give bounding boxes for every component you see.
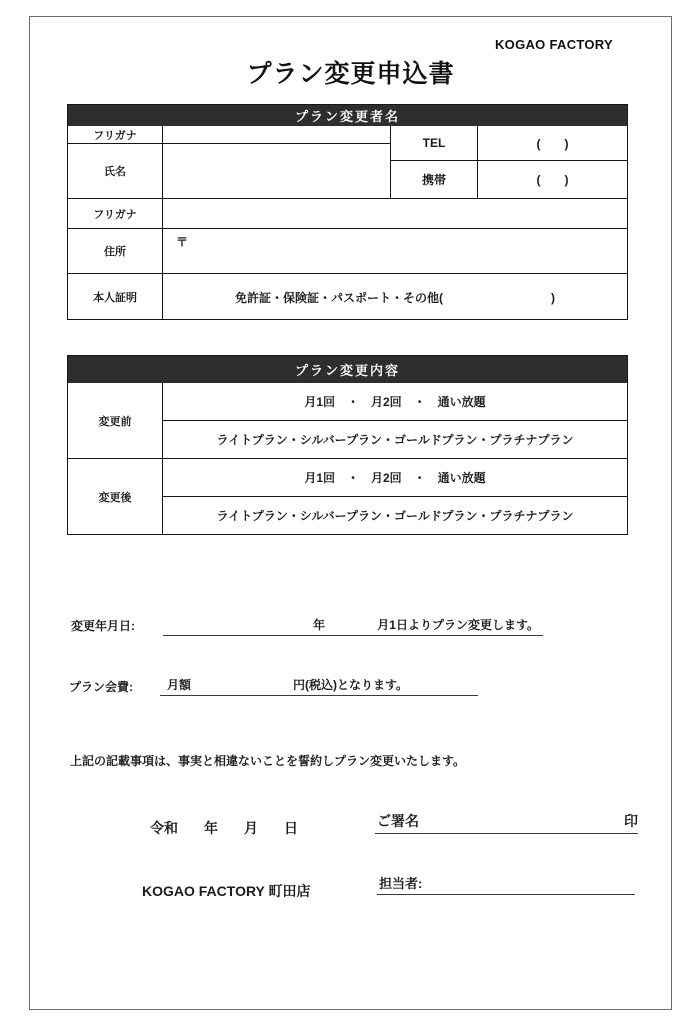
mobile-label: 携帯 — [391, 161, 478, 198]
furigana-row — [68, 126, 390, 144]
mobile-row — [391, 161, 627, 198]
era-label: 令和 — [150, 820, 178, 836]
plan-before-label: 変更前 — [68, 383, 163, 458]
name-tel-band — [68, 126, 627, 199]
plan-after-frequency-options[interactable]: 月1回 ・ 月2回 ・ 通い放題 — [163, 459, 627, 497]
plan-fee-blank[interactable] — [160, 672, 478, 696]
applicant-table — [67, 104, 628, 320]
name-column-group — [68, 126, 391, 198]
pledge-statement: 上記の記載事項は、事実と相違ないことを誓約しプラン変更いたします。 — [70, 754, 466, 768]
name-row — [68, 144, 390, 198]
plan-change-table — [67, 355, 628, 535]
seal-label: 印 — [624, 813, 638, 829]
id-proof-options[interactable]: 免許証・保険証・パスポート・その他( ) — [235, 290, 555, 305]
store-name: KOGAO FACTORY 町田店 — [142, 883, 311, 899]
signature-date-group — [150, 818, 298, 838]
address-furigana-input-cell[interactable] — [163, 199, 627, 228]
address-input-cell[interactable] — [163, 229, 627, 273]
staff-blank[interactable] — [377, 874, 635, 895]
signature-label: ご署名 — [377, 813, 419, 829]
plan-before-content — [163, 383, 627, 458]
change-date-year-suffix: 年 — [313, 618, 326, 632]
address-furigana-row — [68, 199, 627, 229]
plan-after-band — [68, 459, 627, 534]
plan-before-band — [68, 383, 627, 459]
plan-fee-label: プラン会費: — [69, 680, 133, 694]
applicant-table-header: プラン変更者名 — [68, 105, 627, 126]
phone-column-group — [391, 126, 627, 198]
plan-fee-amount-prefix: 月額 — [167, 678, 192, 692]
address-furigana-label: フリガナ — [68, 199, 163, 228]
year-label: 年 — [204, 820, 218, 836]
change-date-note: 月1日よりプラン変更します。 — [377, 618, 539, 632]
name-label: 氏名 — [68, 144, 163, 198]
plan-after-content — [163, 459, 627, 534]
furigana-input-cell[interactable] — [163, 126, 390, 143]
tel-label: TEL — [391, 126, 478, 160]
page-title: プラン変更申込書 — [246, 60, 455, 88]
id-proof-label: 本人証明 — [68, 274, 163, 320]
name-input-cell[interactable] — [163, 144, 390, 198]
tel-row — [391, 126, 627, 161]
furigana-label: フリガナ — [68, 126, 163, 143]
month-label: 月 — [244, 820, 258, 836]
plan-before-frequency-options[interactable]: 月1回 ・ 月2回 ・ 通い放題 — [163, 383, 627, 421]
day-label: 日 — [284, 820, 298, 836]
tel-input-cell[interactable]: ( ) — [536, 136, 569, 151]
plan-fee-note: 円(税込)となります。 — [293, 678, 409, 692]
plan-before-plan-options[interactable]: ライトプラン・シルバープラン・ゴールドプラン・プラチナプラン — [216, 433, 574, 447]
change-date-label: 変更年月日: — [71, 619, 135, 633]
signature-blank[interactable] — [375, 810, 638, 834]
address-row — [68, 229, 627, 274]
id-proof-row — [68, 274, 627, 320]
change-date-blank[interactable] — [163, 612, 543, 636]
address-label: 住所 — [68, 229, 163, 273]
plan-after-label: 変更後 — [68, 459, 163, 534]
plan-table-header: プラン変更内容 — [68, 356, 627, 383]
company-name: KOGAO FACTORY — [494, 37, 613, 52]
mobile-input-cell[interactable]: ( ) — [536, 173, 569, 187]
staff-label: 担当者: — [379, 876, 423, 891]
postal-mark: 〒 — [176, 235, 189, 249]
plan-after-plan-options[interactable]: ライトプラン・シルバープラン・ゴールドプラン・プラチナプラン — [216, 509, 574, 523]
